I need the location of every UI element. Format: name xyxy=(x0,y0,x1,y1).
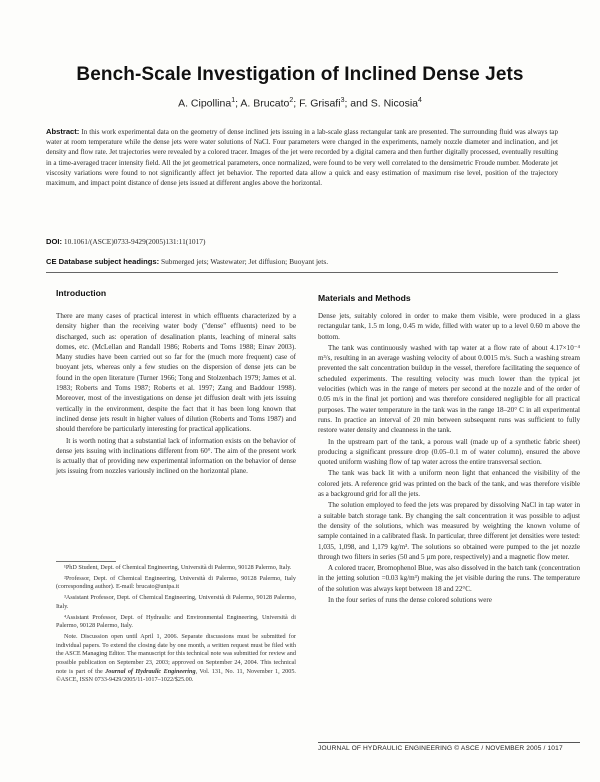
paper-title: Bench-Scale Investigation of Inclined Dense Jets xyxy=(76,64,524,85)
author-3-mark: 3 xyxy=(340,97,345,104)
methods-paragraph-5: The solution employed to feed the jets was prepared by dissolving NaCl in tap water in a suitable batch storage tank. By changing the salt concentration it was possible to adjust the density of the solutions, which was measured by weighting the known volume of sample contained in a calibrated flask. In particular, three different jet densities were tested: 1,035, 1,098, and 1,179 kg/m³. The solutions so obtained were pumped to the jet nozzle through two filters in series (50 and 5 µm pore, respectively) and a magnetic flow meter. xyxy=(318,501,580,561)
intro-paragraph-2: It is worth noting that a substantial lack of information exists on the behavior of dense jets issuing with inclinations different from 60°. The aim of the present work is actually that of providing new experimental information on the behavior of dense jets issuing from nozzles variously inclined on the horizontal plane. xyxy=(56,436,296,476)
footer-rule xyxy=(318,742,580,743)
subject-headings xyxy=(46,257,558,266)
abstract-label: Abstract: xyxy=(46,127,80,136)
intro-paragraph-1: There are many cases of practical interest in which effluents characterized by a density higher than the receiving water body ("dense" effluents) need to be discharged, such as: operation of desalination plants, leaching of mineral salts domes, etc. (McLellan and Randall 1986; Roberts and Toms 1988; Einav 2003). Many studies have been carried out so far for the (much more frequent) case of buoyant jets, whereas only a few studies on the dispersion of dense jets can be found in the open literature (Turner 1966; Tong and Stolzenbach 1979; James et al. 1983; Roberts and Toms 1987; Roberts et al. 1997; Zang and Baddour 1998). Moreover, most of the investigations on dense jet diffusion dealt with jets issuing vertically in the environment, despite the fact that it has been long known that inclined dense jets result in higher values of dilution (Roberts and Toms 1987) and should therefore be particularly interesting for practical applications. xyxy=(56,312,296,434)
submission-note-end: , Vol. 131, No. 11, November 1, 2005. ©ASCE, ISSN 0733-9429/2005/11-1017–1022/$25.00. xyxy=(56,667,296,684)
running-footer: JOURNAL OF HYDRAULIC ENGINEERING © ASCE / NOVEMBER 2005 / 1017 xyxy=(318,745,563,752)
methods-paragraph-6: A colored tracer, Bromophenol Blue, was also dissolved in the batch tank (concentration in the jetting solution =0.03 kg/m³) making the jet visible during the runs. The temperature of the solution was always kept between 18 and 22°C. xyxy=(318,564,580,593)
doi-line xyxy=(46,237,558,246)
methods-paragraph-7: In the four series of runs the dense colored solutions were xyxy=(328,596,492,605)
methods-heading: Materials and Methods xyxy=(318,293,411,303)
methods-paragraph-1: Dense jets, suitably colored in order to make them visible, were produced in a glass rectangular tank, 1.5 m long, 0.45 m wide, filled with water up to a level 0.60 m above the bottom. xyxy=(318,312,580,341)
author-1: A. Cipollina xyxy=(178,97,232,110)
doi-label: DOI: xyxy=(46,237,63,246)
author-1-mark: 1 xyxy=(231,97,236,104)
author-list xyxy=(0,97,600,110)
footnote-4: ⁴Assistant Professor, Dept. of Hydraulic and Environmental Engineering, Università di Palermo, 90128 Palermo, Italy. xyxy=(56,613,296,630)
author-sep: ; xyxy=(235,97,241,110)
doi-value[interactable]: 10.1061/(ASCE)0733-9429(2005)131:11(1017) xyxy=(63,237,206,246)
methods-paragraph-4: The tank was back lit with a uniform neon light that enhanced the visibility of the colored jets. A reference grid was printed on the back of the tank, and was therefore visible as a background grid for all the jets. xyxy=(318,469,580,499)
subject-headings-value: Submerged jets; Wastewater; Jet diffusion; Buoyant jets. xyxy=(160,257,329,266)
author-3: F. Grisafi xyxy=(299,97,341,110)
subject-headings-label: CE Database subject headings: xyxy=(46,257,160,266)
footnote-2: ²Professor, Dept. of Chemical Engineering, Università di Palermo, 90128 Palermo, Italy (corresponding author). E-mail: brucato@unipa.it xyxy=(56,574,296,591)
author-4-mark: 4 xyxy=(418,97,422,104)
methods-paragraph-3: In the upstream part of the tank, a porous wall (made up of a synthetic fabric sheet) producing a significant pressure drop (0.05–0.1 m of water column), ensured the above quoted uniform washing flow of tap water across the entire transversal section. xyxy=(318,437,580,467)
journal-name: Journal of Hydraulic Engineering xyxy=(105,667,196,675)
footnote-1: ¹PhD Student, Dept. of Chemical Engineering, Università di Palermo, 90128 Palermo, Italy. xyxy=(64,564,292,571)
footnote-3: ³Assistant Professor, Dept. of Chemical Engineering, Università di Palermo, 90128 Palermo, Italy. xyxy=(56,594,296,610)
header-divider xyxy=(46,272,558,273)
abstract-text: In this work experimental data on the geometry of dense inclined jets issuing in a lab-scale glass rectangular tank are presented. The surrounding fluid was always tap water at room temperature while the dense jets were water solutions of NaCl. Four parameters were changed in the experiments, namely nozzle diameter and inclination, and jet density and flow rate. Jet trajectories were revealed by a colored tracer. Images of the jet were recorded by a digital camera and then further digitally processed, eventually resulting in a time-averaged tracer intensity field. All the jet geometrical parameters, once normalized, were found to be very well correlated to the densimetric Froude number. Moderate jet viscosity variations were found to not significantly affect jet behavior. The reported data allow a quick and easy estimation of maximum rise level, position of the trajectory maximum, and impact point distance of dense jets issued at different angles above the horizontal. xyxy=(46,128,558,188)
footnotes xyxy=(56,564,296,687)
author-sep-last: ; and xyxy=(344,97,371,110)
introduction-heading: Introduction xyxy=(56,288,107,298)
submission-note-text: Note. Discussion open until April 1, 2006. Separate discussions must be submitted for individual papers. To extend the closing date by one month, a written request must be filed with the ASCE Managing Editor. The manuscript for this technical note was submitted for review and possible publication on September 23, 2003; approved on September 24, 2004. This technical note is part of the xyxy=(56,632,296,675)
abstract xyxy=(46,127,558,188)
author-sep: ; xyxy=(293,97,300,110)
methods-body xyxy=(318,311,580,606)
author-2-mark: 2 xyxy=(289,97,294,104)
submission-note xyxy=(56,633,296,685)
footnote-rule xyxy=(56,561,116,562)
introduction-body xyxy=(56,311,296,478)
author-2: A. Brucato xyxy=(240,97,290,110)
methods-paragraph-2: The tank was continuously washed with tap water at a flow rate of about 4.17×10⁻⁴ m³/s, resulting in an average washing velocity of about 0.0015 m/s. Such a washing stream prevented the salt concentration buildup in the vessel, therefore facilitating the sequence of scheduled experiments. The resulting velocity was much lower than the typical jet velocities (which was in the range of meters per second at the nozzle and of the order of 0.05 m/s in the final jet portion) and was therefore considered negligible for all practical purposes. The water temperature in the tank was in the range 18–20° C in all experimental runs. In practice an interval of 20 min between subsequent runs was sufficient to fully restore water density and cleanness in the tank. xyxy=(318,343,580,435)
author-4: S. Nicosia xyxy=(370,97,419,110)
